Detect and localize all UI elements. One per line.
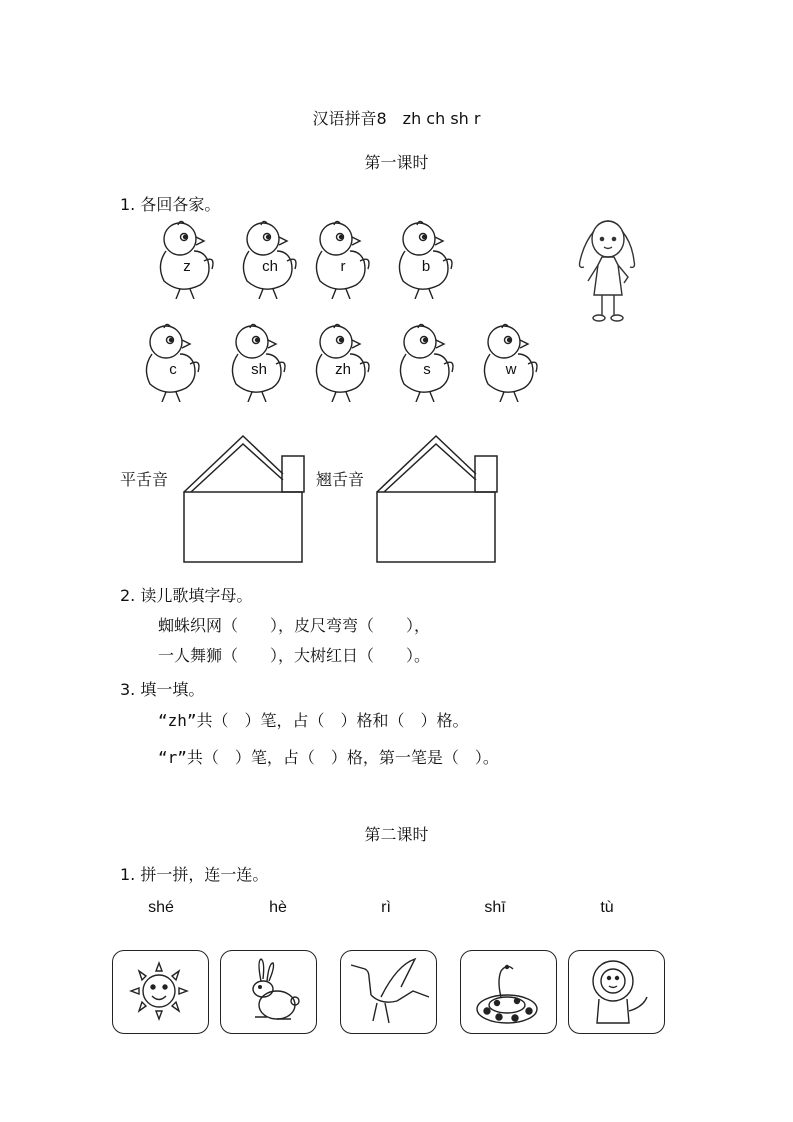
pinyin-she[interactable]: shé bbox=[148, 899, 174, 916]
house-retroflex-tongue[interactable] bbox=[376, 434, 500, 564]
pinyin-he[interactable]: hè bbox=[269, 899, 287, 916]
card-snake[interactable] bbox=[460, 950, 557, 1034]
question-3-label: 3. 填一填。 bbox=[120, 680, 205, 699]
chick-icon bbox=[222, 318, 292, 402]
house-flat-tongue[interactable] bbox=[183, 434, 307, 564]
letter-zh: “zh” bbox=[158, 711, 197, 730]
snake-icon bbox=[461, 951, 555, 1031]
chick-row2-0[interactable] bbox=[136, 318, 206, 402]
chick-row2-4[interactable] bbox=[474, 318, 544, 402]
card-sun[interactable] bbox=[112, 950, 209, 1034]
lesson-heading-1: 第一课时 bbox=[364, 153, 429, 172]
chick-row1-0[interactable] bbox=[150, 215, 220, 299]
chick-row1-2[interactable] bbox=[306, 215, 376, 299]
chick-row2-1[interactable] bbox=[222, 318, 292, 402]
fill-line-1[interactable] bbox=[158, 708, 469, 731]
chick-row1-1[interactable] bbox=[233, 215, 303, 299]
fill-line-2-text: 共（ ）笔，占（ ）格，第一笔是（ ）。 bbox=[186, 748, 499, 767]
card-rabbit[interactable] bbox=[220, 950, 317, 1034]
chick-row1-3[interactable] bbox=[389, 215, 459, 299]
pinyin-ri[interactable]: rì bbox=[381, 899, 391, 916]
chick-icon bbox=[390, 318, 460, 402]
chick-letter: s bbox=[423, 361, 431, 378]
lion-icon bbox=[569, 951, 663, 1031]
sun-icon bbox=[113, 951, 207, 1031]
chick-letter: zh bbox=[335, 361, 351, 378]
pinyin-shi[interactable]: shī bbox=[484, 899, 506, 916]
page-title: 汉语拼音8 zh ch sh r bbox=[312, 109, 481, 128]
chick-letter: sh bbox=[251, 361, 267, 378]
letter-r: “r” bbox=[158, 748, 187, 767]
pinyin-tu[interactable]: tù bbox=[600, 899, 614, 916]
house-label-flat: 平舌音 bbox=[120, 470, 169, 489]
house-label-retroflex: 翘舌音 bbox=[316, 470, 365, 489]
chick-icon bbox=[136, 318, 206, 402]
chick-letter: w bbox=[505, 361, 517, 378]
chick-icon bbox=[233, 215, 303, 299]
girl-icon bbox=[572, 215, 642, 327]
fill-line-1-text: 共（ ）笔，占（ ）格和（ ）格。 bbox=[196, 711, 469, 730]
chick-icon bbox=[474, 318, 544, 402]
chick-letter: z bbox=[183, 258, 191, 275]
card-crane[interactable] bbox=[340, 950, 437, 1034]
chick-row2-3[interactable] bbox=[390, 318, 460, 402]
lesson2-question-1-label: 1. 拼一拼，连一连。 bbox=[120, 865, 269, 884]
chick-row2-2[interactable] bbox=[306, 318, 376, 402]
chick-icon bbox=[389, 215, 459, 299]
card-lion[interactable] bbox=[568, 950, 665, 1034]
fill-line-2[interactable] bbox=[158, 745, 499, 768]
rhyme-line-1[interactable]: 蜘蛛织网（ ），皮尺弯弯（ ）， bbox=[158, 616, 431, 635]
chick-letter: b bbox=[421, 258, 431, 275]
chick-icon bbox=[150, 215, 220, 299]
chick-letter: c bbox=[169, 361, 177, 378]
lesson-heading-2: 第二课时 bbox=[364, 825, 429, 844]
chick-letter: ch bbox=[262, 258, 278, 275]
chick-letter: r bbox=[340, 258, 346, 275]
rabbit-icon bbox=[221, 951, 315, 1031]
question-2-label: 2. 读儿歌填字母。 bbox=[120, 586, 253, 605]
chick-icon bbox=[306, 318, 376, 402]
rhyme-line-2[interactable]: 一人舞狮（ ），大树红日（ ）。 bbox=[158, 646, 431, 665]
chick-icon bbox=[306, 215, 376, 299]
crane-icon bbox=[341, 951, 435, 1031]
question-1-label: 1. 各回各家。 bbox=[120, 195, 221, 214]
